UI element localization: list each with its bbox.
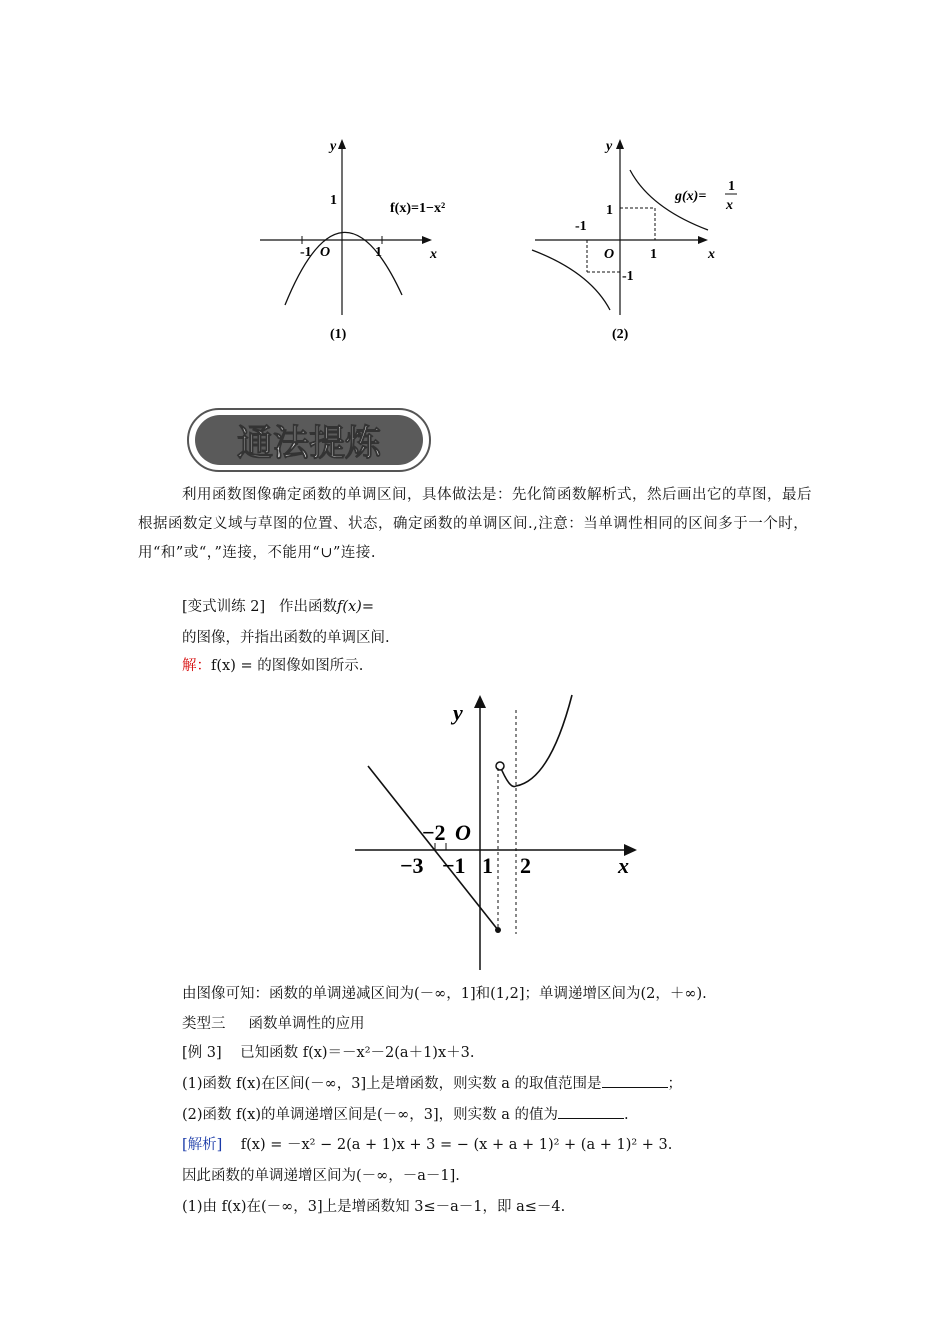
analysis-text: f(x) = －x² − 2(a + 1)x + 3 = − (x + a + 1)² + (a + 1)² + 3. [240, 1137, 673, 1153]
fig2-tick-pos-y: 1 [606, 203, 613, 218]
fig1-tick-y: 1 [330, 193, 337, 208]
example3-q2 [182, 1104, 629, 1126]
exercise-text: 作出函数 [278, 599, 337, 615]
example3-label: [例 3] [182, 1045, 222, 1061]
q1-end: ； [667, 1076, 682, 1092]
fig3-origin: O [455, 820, 471, 845]
fig3-tick-m2: −2 [422, 820, 446, 845]
y-arrow-icon [338, 139, 346, 149]
fig1-y-label: y [330, 139, 337, 154]
fig3-tick-1: 1 [482, 853, 493, 878]
q2-end: . [624, 1107, 629, 1123]
fig2-origin: O [604, 247, 615, 262]
curve-piece [500, 695, 572, 787]
fig1-function-label: f(x)=1−x² [390, 201, 446, 216]
fig3-tick-m3: −3 [400, 853, 424, 878]
fig1-tick-neg: -1 [300, 245, 312, 260]
q2-text: (2)函数 f(x)的单调递增区间是(－∞，3]，则实数 a 的值为 [182, 1107, 558, 1123]
fig1-x-label: x [430, 247, 437, 262]
example3-q1 [182, 1073, 682, 1095]
fig3-tick-2: 2 [520, 853, 531, 878]
fig2-frac-den: x [726, 198, 733, 213]
fig1-tick-pos: 1 [375, 245, 382, 260]
open-endpoint [496, 762, 504, 770]
linear-piece [368, 766, 498, 930]
q1-text: (1)函数 f(x)在区间(－∞，3]上是增函数，则实数 a 的取值范围是 [182, 1076, 602, 1092]
top-figures [250, 130, 750, 350]
fig2-tick-neg-y: -1 [622, 269, 634, 284]
q1-blank[interactable] [602, 1073, 668, 1088]
exercise-line-2: 的图像，并指出函数的单调区间. [182, 630, 390, 646]
parabola-curve [285, 232, 402, 305]
example3-stem-line [182, 1042, 474, 1064]
fig2-caption: (2) [612, 327, 629, 342]
solution-text: f(x) = 的图像如图所示. [211, 658, 364, 674]
fig3-y-label: y [453, 700, 463, 725]
fig2-tick-neg-x: -1 [575, 219, 587, 234]
example3-stem: 已知函数 f(x)＝－x²－2(a＋1)x＋3. [240, 1045, 475, 1061]
x-arrow-icon [422, 236, 432, 244]
increasing-interval-line: 因此函数的单调递增区间为(－∞，－a－1]. [182, 1168, 460, 1184]
analysis-label: [解析] [182, 1137, 223, 1153]
fig2-x-label: x [708, 247, 715, 262]
x-arrow-icon [698, 236, 708, 244]
conclusion: 由图像可知：函数的单调递减区间为(－∞，1]和(1,2]；单调递增区间为(2，＋∞). [182, 986, 707, 1002]
figure-1 [260, 139, 445, 342]
fig3-tick-m1: −1 [442, 853, 466, 878]
fig3-x-label: x [618, 853, 629, 878]
type3-label: 类型三 [182, 1016, 226, 1032]
y-arrow-icon [616, 139, 624, 149]
part1-solution-line: (1)由 f(x)在(－∞，3]上是增函数知 3≤－a－1，即 a≤－4. [182, 1199, 566, 1215]
type3-title: 函数单调性的应用 [248, 1016, 365, 1032]
method-banner [185, 405, 435, 475]
method-paragraph: 利用函数图像确定函数的单调区间，具体做法是：先化简函数解析式，然后画出它的草图，最后根据函数定义域与草图的位置、状态，确定函数的单调区间.,注意：当单调性相同的区间多于一个时，用“和”或“，”连接，不能用“∪”连接. [138, 487, 812, 561]
exercise-func: f(x)= [336, 599, 374, 615]
fig2-y-label: y [606, 139, 613, 154]
hyperbola-branch-left [532, 250, 610, 310]
solution-label: 解： [182, 658, 211, 674]
q2-blank[interactable] [558, 1104, 624, 1119]
solution-line [182, 655, 363, 677]
exercise-line-1 [182, 596, 374, 618]
fig1-origin: O [320, 245, 331, 260]
fig2-frac-num: 1 [728, 179, 735, 194]
analysis-line [182, 1134, 672, 1156]
y-arrow-icon [474, 695, 486, 708]
type3-heading [182, 1013, 365, 1035]
piecewise-graph [350, 690, 650, 975]
fig1-caption: (1) [330, 327, 347, 342]
fig2-tick-pos-x: 1 [650, 247, 657, 262]
exercise-label: [变式训练 2] [182, 599, 266, 615]
banner-title: 通法提炼 [236, 423, 382, 464]
figure-2 [532, 139, 737, 342]
fig2-function-label: g(x)= [675, 189, 707, 204]
